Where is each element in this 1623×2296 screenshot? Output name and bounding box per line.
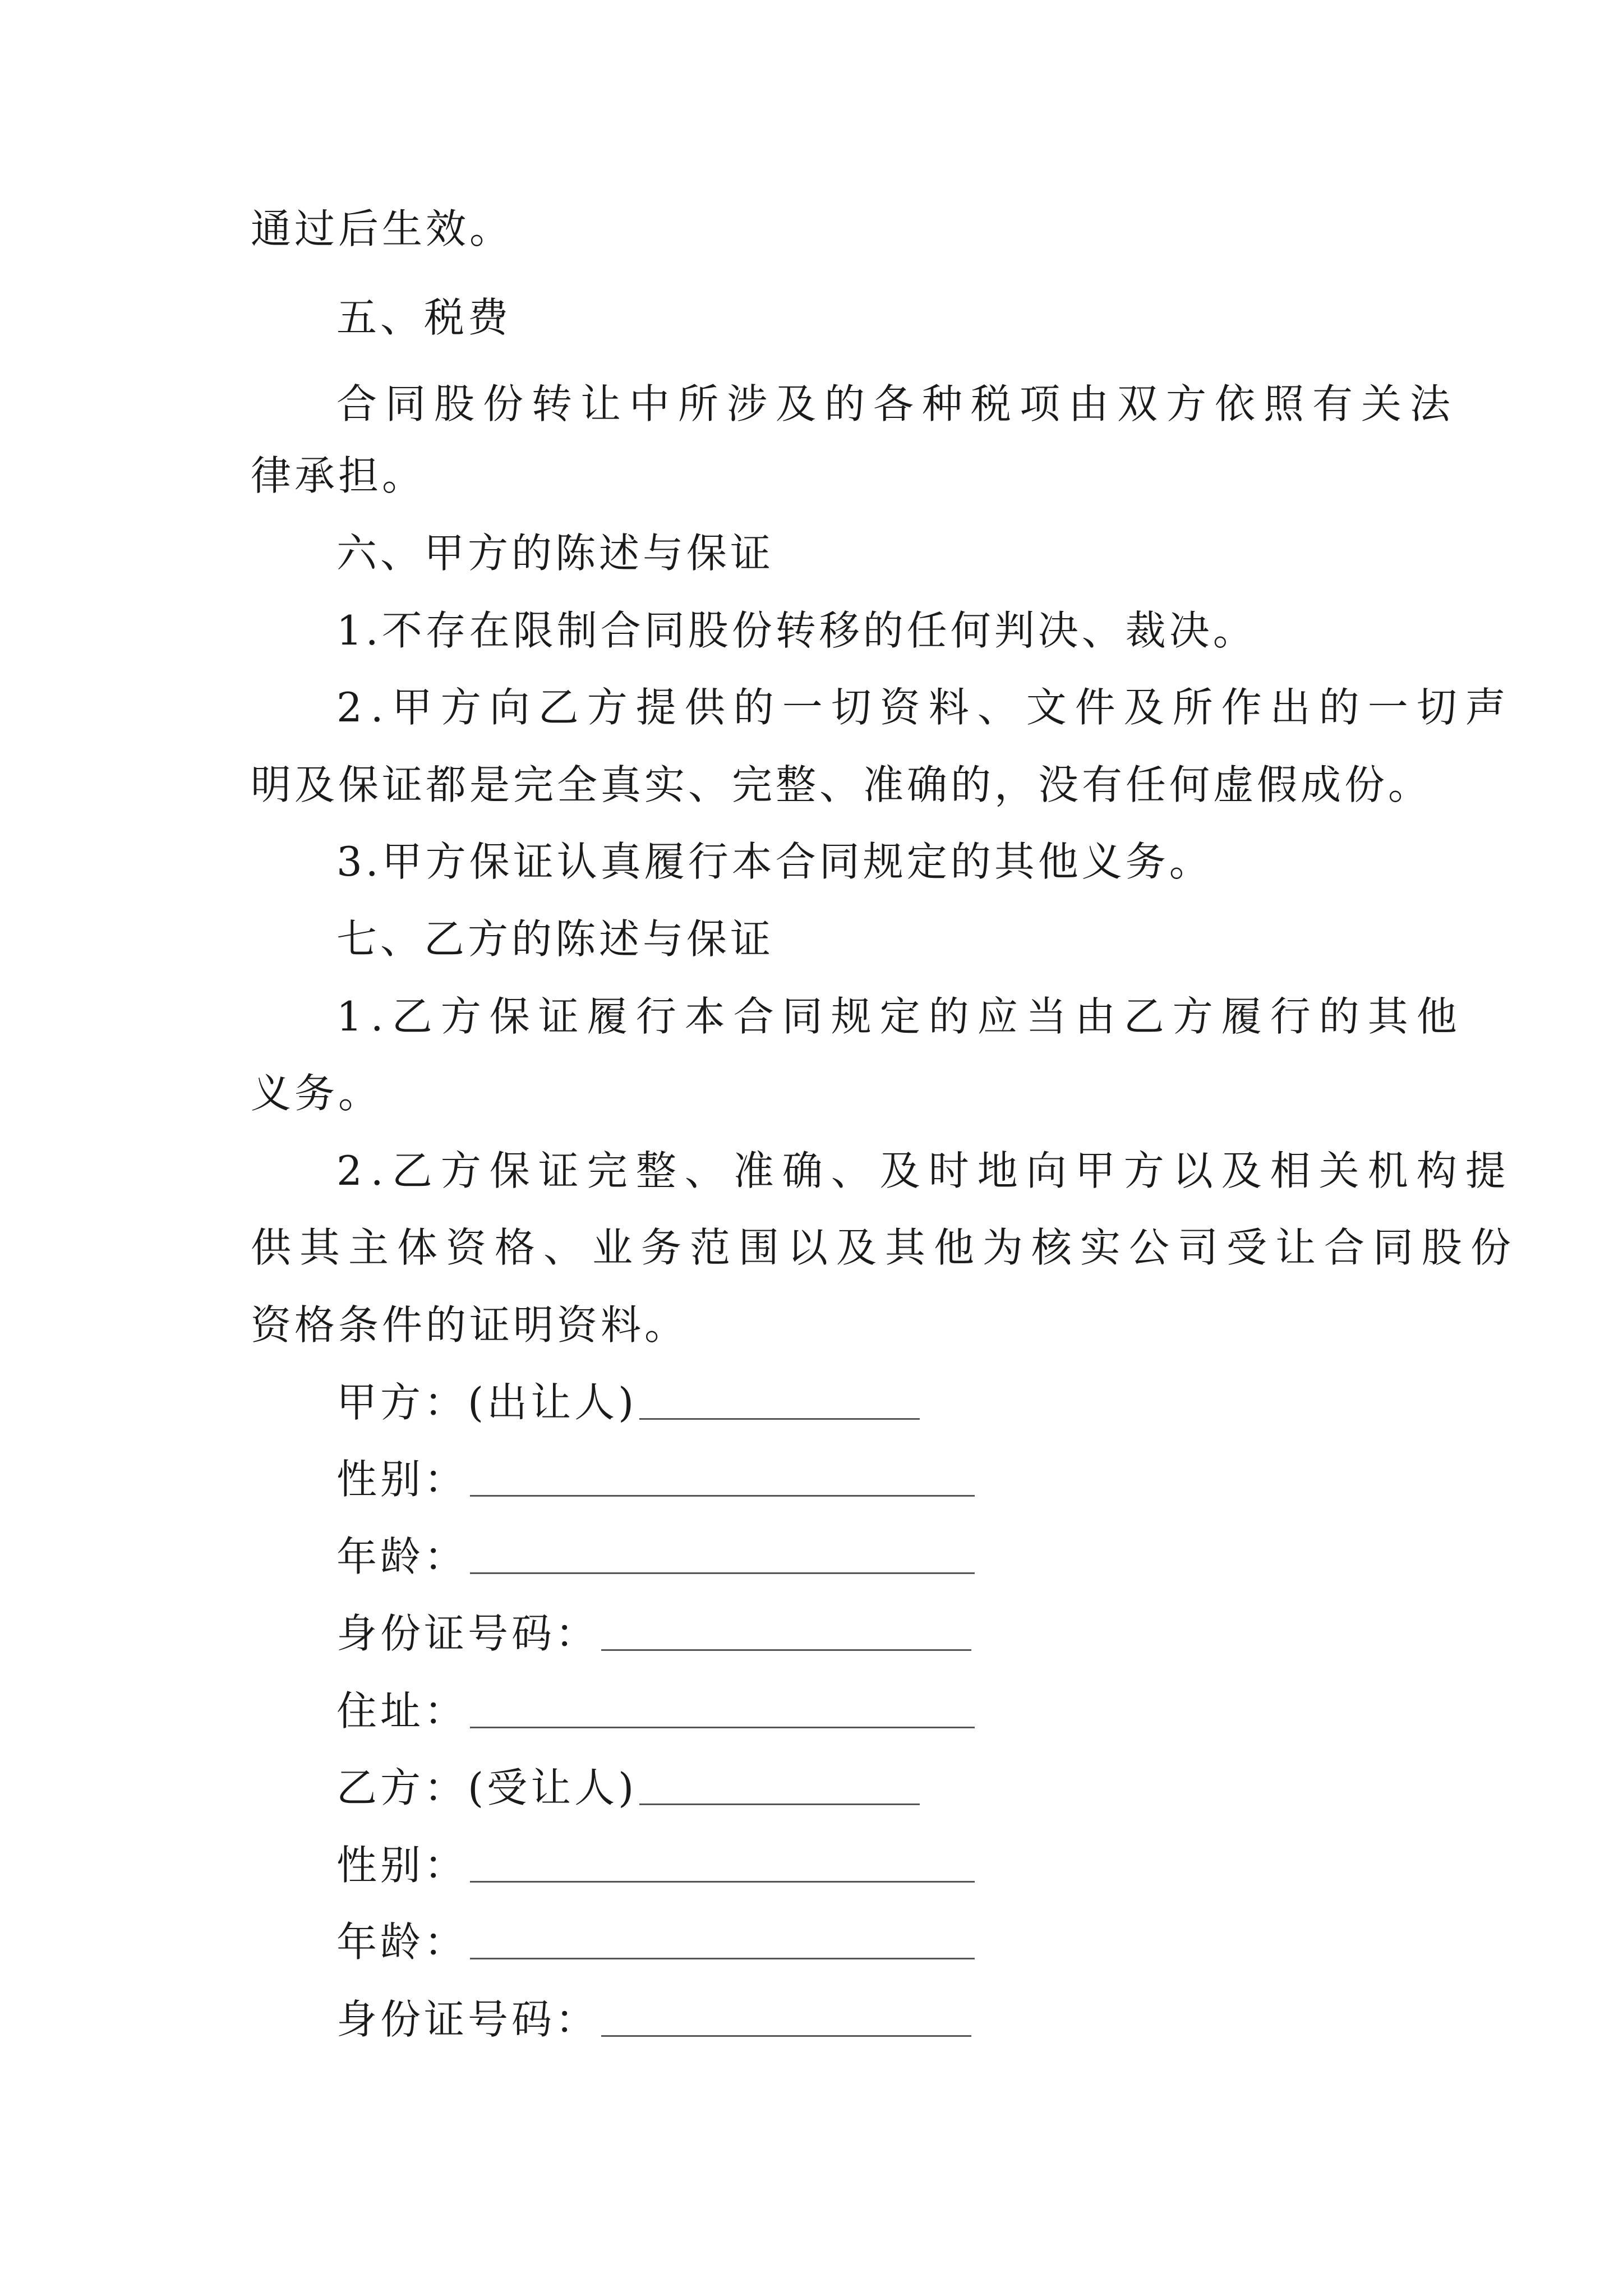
body-line-taxes-2: 律承担。 (251, 452, 426, 499)
body-line-a-item-2b: 明及保证都是完全真实、完整、准确的，没有任何虚假成份。 (251, 761, 1432, 808)
body-line-b-item-1b: 义务。 (251, 1070, 382, 1117)
party-b-id-row (336, 1991, 971, 2047)
body-line-b-item-1a: 1.乙方保证履行本合同规定的应当由乙方履行的其他 (336, 993, 1465, 1040)
party-a-age-label: 年龄： (336, 1533, 468, 1580)
party-a-gender-label: 性别： (336, 1456, 468, 1503)
body-line-taxes-1: 合同股份转让中所涉及的各种税项由双方依照有关法 (336, 380, 1459, 427)
party-b-id-field[interactable] (601, 1995, 971, 2037)
party-a-label: 甲方：(出让人) (336, 1379, 638, 1426)
party-b-gender-label: 性别： (336, 1842, 468, 1889)
party-b-age-row (336, 1914, 975, 1970)
party-b-age-label: 年龄： (336, 1918, 468, 1966)
party-b-age-field[interactable] (470, 1917, 975, 1959)
party-b-name-field[interactable] (639, 1763, 920, 1805)
party-b-id-label: 身份证号码： (336, 1996, 600, 2043)
party-a-id-row (336, 1605, 971, 1662)
body-line-continuation: 通过后生效。 (251, 205, 514, 252)
body-line-a-item-2a: 2.甲方向乙方提供的一切资料、文件及所作出的一切声 (336, 684, 1514, 731)
party-b-gender-row (336, 1837, 975, 1893)
body-line-a-item-1: 1.不存在限制合同股份转移的任何判决、裁决。 (336, 607, 1257, 654)
party-a-row (336, 1374, 920, 1430)
section-heading-party-a-warranty: 六、甲方的陈述与保证 (336, 530, 774, 577)
party-b-gender-field[interactable] (470, 1841, 975, 1883)
party-a-address-label: 住址： (336, 1687, 468, 1734)
party-a-id-field[interactable] (601, 1609, 971, 1651)
party-a-gender-field[interactable] (470, 1455, 975, 1497)
party-a-gender-row (336, 1451, 975, 1507)
section-heading-party-b-warranty: 七、乙方的陈述与保证 (336, 915, 774, 963)
party-a-address-row (336, 1683, 975, 1739)
body-line-a-item-3: 3.甲方保证认真履行本合同规定的其他义务。 (336, 838, 1213, 885)
party-a-age-row (336, 1529, 975, 1585)
party-a-address-field[interactable] (470, 1686, 975, 1728)
section-heading-taxes: 五、税费 (336, 294, 512, 341)
party-a-age-field[interactable] (470, 1532, 975, 1574)
party-a-id-label: 身份证号码： (336, 1610, 600, 1657)
party-a-name-field[interactable] (639, 1378, 920, 1420)
body-line-b-item-2a: 2.乙方保证完整、准确、及时地向甲方以及相关机构提 (336, 1147, 1514, 1194)
body-line-b-item-2c: 资格条件的证明资料。 (251, 1301, 689, 1349)
party-b-label: 乙方：(受让人) (336, 1764, 638, 1811)
party-b-row (336, 1760, 920, 1816)
body-line-b-item-2b: 供其主体资格、业务范围以及其他为核实公司受让合同股份 (251, 1224, 1520, 1271)
